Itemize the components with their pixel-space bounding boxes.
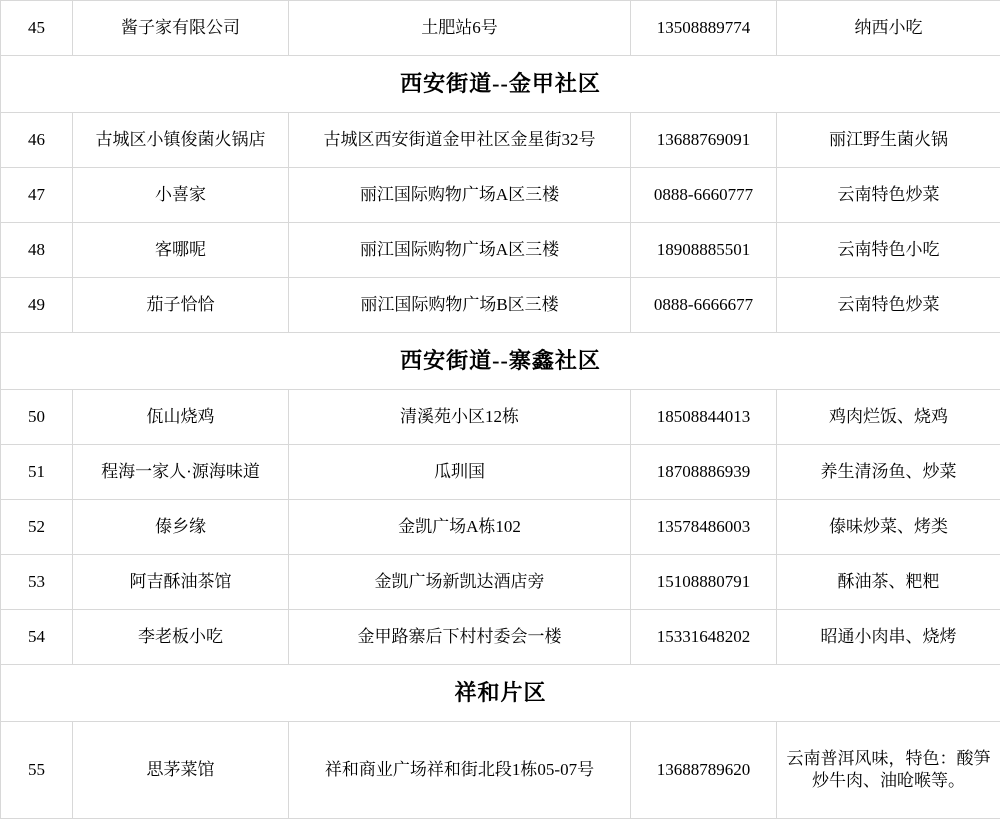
cell-address: 古城区西安街道金甲社区金星街32号 — [289, 113, 631, 168]
cell-category: 昭通小肉串、烧烤 — [777, 610, 1000, 665]
cell-category: 云南特色小吃 — [777, 223, 1000, 278]
cell-address: 丽江国际购物广场B区三楼 — [289, 278, 631, 333]
table-body — [1, 1, 1000, 819]
cell-index: 49 — [1, 278, 73, 333]
cell-index: 47 — [1, 168, 73, 223]
cell-phone: 18708886939 — [631, 445, 777, 500]
section-header-row — [1, 665, 1000, 722]
cell-index: 50 — [1, 390, 73, 445]
cell-category: 丽江野生菌火锅 — [777, 113, 1000, 168]
cell-merchant-name: 古城区小镇俊菌火锅店 — [73, 113, 289, 168]
cell-category: 鸡肉烂饭、烧鸡 — [777, 390, 1000, 445]
cell-index: 52 — [1, 500, 73, 555]
cell-address: 祥和商业广场祥和街北段1栋05-07号 — [289, 722, 631, 819]
cell-phone: 13688789620 — [631, 722, 777, 819]
section-header-row — [1, 333, 1000, 390]
cell-merchant-name: 程海一家人·源海味道 — [73, 445, 289, 500]
cell-address: 丽江国际购物广场A区三楼 — [289, 168, 631, 223]
cell-index: 55 — [1, 722, 73, 819]
table-row — [1, 555, 1000, 610]
table-row — [1, 223, 1000, 278]
cell-category: 纳西小吃 — [777, 1, 1000, 56]
cell-merchant-name: 思茅菜馆 — [73, 722, 289, 819]
table-row — [1, 445, 1000, 500]
cell-index: 51 — [1, 445, 73, 500]
cell-phone: 15108880791 — [631, 555, 777, 610]
cell-merchant-name: 佤山烧鸡 — [73, 390, 289, 445]
cell-phone: 13508889774 — [631, 1, 777, 56]
cell-merchant-name: 客哪呢 — [73, 223, 289, 278]
cell-address: 金甲路寨后下村村委会一楼 — [289, 610, 631, 665]
cell-index: 46 — [1, 113, 73, 168]
cell-category: 傣味炒菜、烤类 — [777, 500, 1000, 555]
cell-phone: 0888-6660777 — [631, 168, 777, 223]
cell-merchant-name: 李老板小吃 — [73, 610, 289, 665]
table-row — [1, 1, 1000, 56]
table-row — [1, 168, 1000, 223]
cell-address: 丽江国际购物广场A区三楼 — [289, 223, 631, 278]
cell-index: 45 — [1, 1, 73, 56]
cell-merchant-name: 酱子家有限公司 — [73, 1, 289, 56]
table-row — [1, 610, 1000, 665]
cell-phone: 13578486003 — [631, 500, 777, 555]
cell-category: 酥油茶、粑粑 — [777, 555, 1000, 610]
table-row — [1, 113, 1000, 168]
cell-address: 清溪苑小区12栋 — [289, 390, 631, 445]
cell-merchant-name: 傣乡缘 — [73, 500, 289, 555]
cell-index: 48 — [1, 223, 73, 278]
table-row — [1, 722, 1000, 819]
cell-merchant-name: 小喜家 — [73, 168, 289, 223]
table-row — [1, 278, 1000, 333]
cell-merchant-name: 茄子恰恰 — [73, 278, 289, 333]
cell-index: 53 — [1, 555, 73, 610]
cell-address: 瓜玔国 — [289, 445, 631, 500]
section-header-row — [1, 56, 1000, 113]
cell-address: 土肥站6号 — [289, 1, 631, 56]
cell-address: 金凯广场A栋102 — [289, 500, 631, 555]
section-title: 西安街道--金甲社区 — [1, 56, 1000, 113]
cell-merchant-name: 阿吉酥油茶馆 — [73, 555, 289, 610]
cell-category: 养生清汤鱼、炒菜 — [777, 445, 1000, 500]
cell-phone: 18508844013 — [631, 390, 777, 445]
table-row — [1, 390, 1000, 445]
cell-phone: 18908885501 — [631, 223, 777, 278]
cell-address: 金凯广场新凯达酒店旁 — [289, 555, 631, 610]
cell-category: 云南普洱风味，特色：酸笋炒牛肉、油呛喉等。 — [777, 722, 1000, 819]
cell-category: 云南特色炒菜 — [777, 168, 1000, 223]
table-row — [1, 500, 1000, 555]
cell-phone: 15331648202 — [631, 610, 777, 665]
section-title: 西安街道--寨鑫社区 — [1, 333, 1000, 390]
section-title: 祥和片区 — [1, 665, 1000, 722]
cell-index: 54 — [1, 610, 73, 665]
cell-phone: 13688769091 — [631, 113, 777, 168]
cell-category: 云南特色炒菜 — [777, 278, 1000, 333]
cell-phone: 0888-6666677 — [631, 278, 777, 333]
